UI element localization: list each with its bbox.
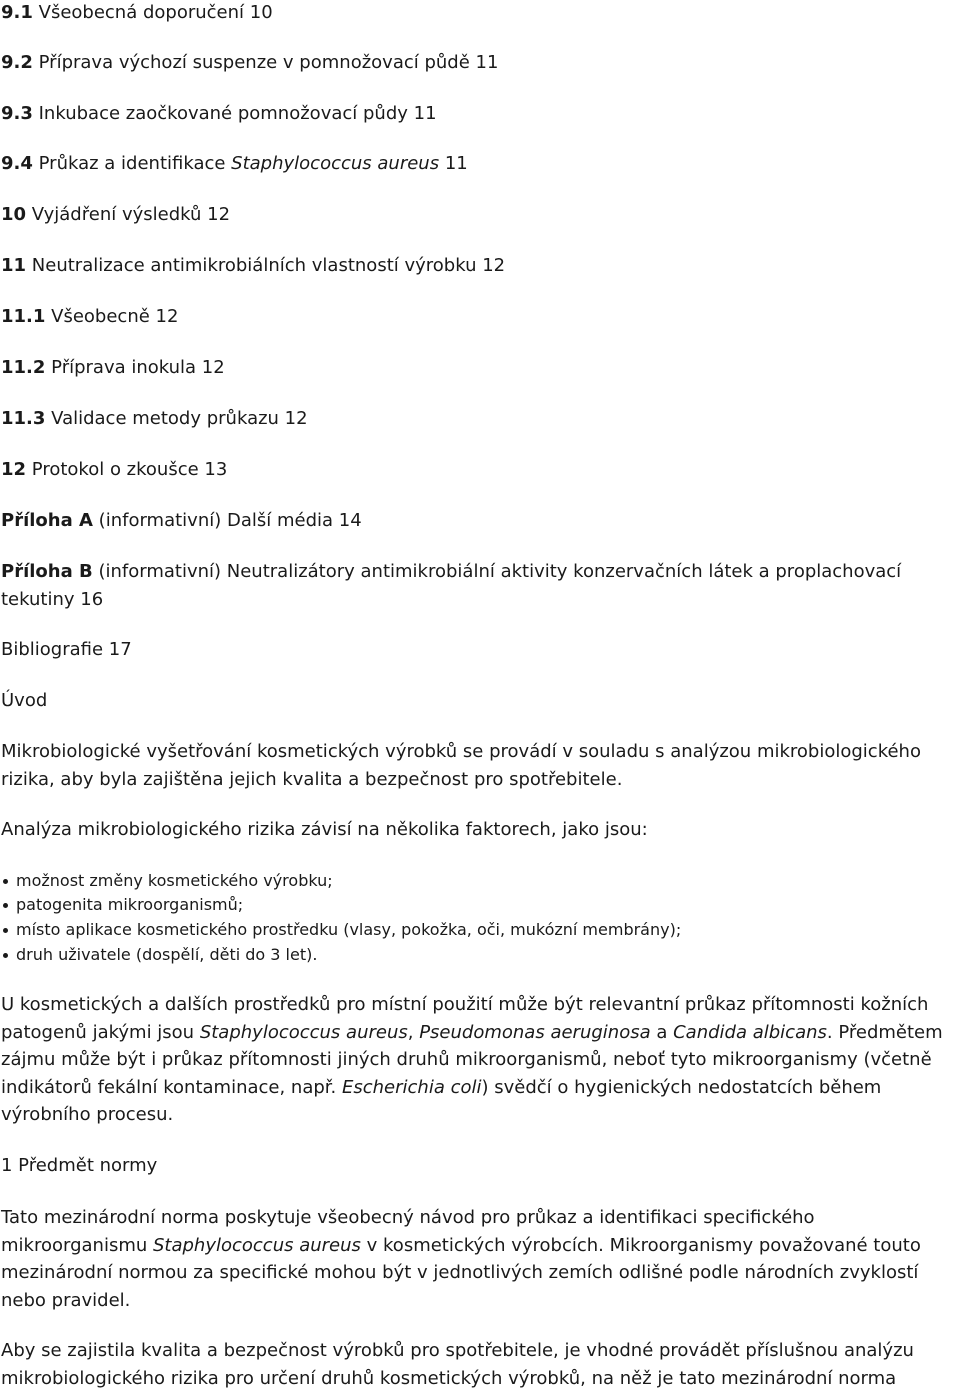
intro-heading: Úvod <box>1 690 48 711</box>
paragraph: Analýza mikrobiologického rizika závisí na několika faktorech, jako jsou: <box>1 819 648 840</box>
list-item: místo aplikace kosmetického prostředku (vlasy, pokožka, oči, mukózní membrány); <box>16 918 681 942</box>
toc-number: 12 <box>1 459 27 480</box>
toc-entry[interactable] <box>1 152 468 176</box>
toc-entry-bibliography[interactable]: Bibliografie 17 <box>1 639 132 660</box>
toc-number: 10 <box>1 204 27 225</box>
list-item: druh uživatele (dospělí, děti do 3 let). <box>16 943 317 967</box>
toc-number: 9.4 <box>1 153 33 174</box>
toc-entry[interactable] <box>1 1 273 25</box>
toc-text: Neutralizace antimikrobiálních vlastností výrobku 12 <box>31 255 506 276</box>
toc-text: (informativní) Neutralizátory antimikrobiální aktivity konzervačních látek a proplachovací tekutiny 16 <box>1 561 902 610</box>
toc-text-italic: Staphylococcus aureus <box>231 153 440 174</box>
organism-name: Escherichia coli <box>342 1076 482 1098</box>
toc-entry[interactable] <box>1 458 227 482</box>
toc-text: (informativní) Další média 14 <box>98 510 362 531</box>
toc-entry[interactable] <box>1 254 505 278</box>
text-run: Tato mezinárodní norma poskytuje všeobecný návod pro průkaz a identifikaci specifického mikroorganismu <box>1 1207 815 1256</box>
paragraph: Mikrobiologické vyšetřování kosmetických výrobků se provádí v souladu s analýzou mikrobiologického rizika, aby byla zajištěna jejich kvalita a bezpečnost pro spotřebitele. <box>1 741 921 790</box>
toc-text: Příprava výchozí suspenze v pomnožovací půdě 11 <box>38 52 499 73</box>
toc-number: 9.3 <box>1 103 33 124</box>
organism-name: Pseudomonas aeruginosa <box>419 1021 651 1043</box>
toc-page: 11 <box>439 153 468 174</box>
text-run: a <box>650 1021 674 1043</box>
toc-entry[interactable] <box>1 509 362 533</box>
toc-entry[interactable] <box>1 305 178 329</box>
text-run: , <box>407 1021 420 1043</box>
paragraph: Aby se zajistila kvalita a bezpečnost výrobků pro spotřebitele, je vhodné provádět příslušnou analýzu mikrobiologického rizika pro určení druhů kosmetických výrobků, na něž je tato mezinárodní norma <box>1 1340 914 1389</box>
toc-entry[interactable] <box>1 356 225 380</box>
organism-name: Staphylococcus aureus <box>152 1234 361 1256</box>
section-heading: 1 Předmět normy <box>1 1155 158 1176</box>
toc-text: Průkaz a identifikace <box>38 153 232 174</box>
text-run: v kosmetických výrobcích. Mikroorganismy považované touto mezinárodní normou za specifické mohou být v jednotlivých zemích odlišné podle národních zvyklostí nebo pravidel. <box>1 1234 921 1311</box>
toc-text: Validace metody průkazu 12 <box>51 408 308 429</box>
toc-number: Příloha A <box>1 510 93 531</box>
toc-text: Všeobecně 12 <box>51 306 179 327</box>
toc-text: Protokol o zkoušce 13 <box>31 459 228 480</box>
organism-name: Candida albicans <box>673 1021 827 1043</box>
toc-entry[interactable] <box>1 558 956 613</box>
toc-number: 11.1 <box>1 306 46 327</box>
toc-number: 11 <box>1 255 27 276</box>
toc-entry[interactable] <box>1 102 437 126</box>
organism-name: Staphylococcus aureus <box>199 1021 408 1043</box>
toc-number: Příloha B <box>1 561 93 582</box>
toc-text: Všeobecná doporučení 10 <box>38 2 273 23</box>
paragraph <box>1 1204 956 1314</box>
toc-number: 9.1 <box>1 2 33 23</box>
toc-entry[interactable] <box>1 407 308 431</box>
toc-number: 11.2 <box>1 357 46 378</box>
text-run: ) svědčí o hygienických nedostatcích během výrobního procesu. <box>1 1076 882 1125</box>
list-item: patogenita mikroorganismů; <box>16 893 243 917</box>
toc-number: 9.2 <box>1 52 33 73</box>
toc-text: Inkubace zaočkované pomnožovací půdy 11 <box>38 103 437 124</box>
toc-text: Vyjádření výsledků 12 <box>31 204 231 225</box>
toc-entry[interactable] <box>1 51 498 75</box>
list-item: možnost změny kosmetického výrobku; <box>16 869 333 893</box>
toc-entry[interactable] <box>1 203 230 227</box>
toc-text: Příprava inokula 12 <box>51 357 225 378</box>
paragraph <box>1 991 956 1129</box>
text-run: U kosmetických a dalších prostředků pro místní použití může být relevantní průkaz přítomnosti kožních patogenů jakými jsou <box>1 994 929 1043</box>
text-run: . Předmětem zájmu může být i průkaz přítomnosti jiných druhů mikroorganismů, neboť tyto mikroorganismy (včetně indikátorů fekální kontaminace, např. <box>1 1021 943 1098</box>
toc-number: 11.3 <box>1 408 46 429</box>
